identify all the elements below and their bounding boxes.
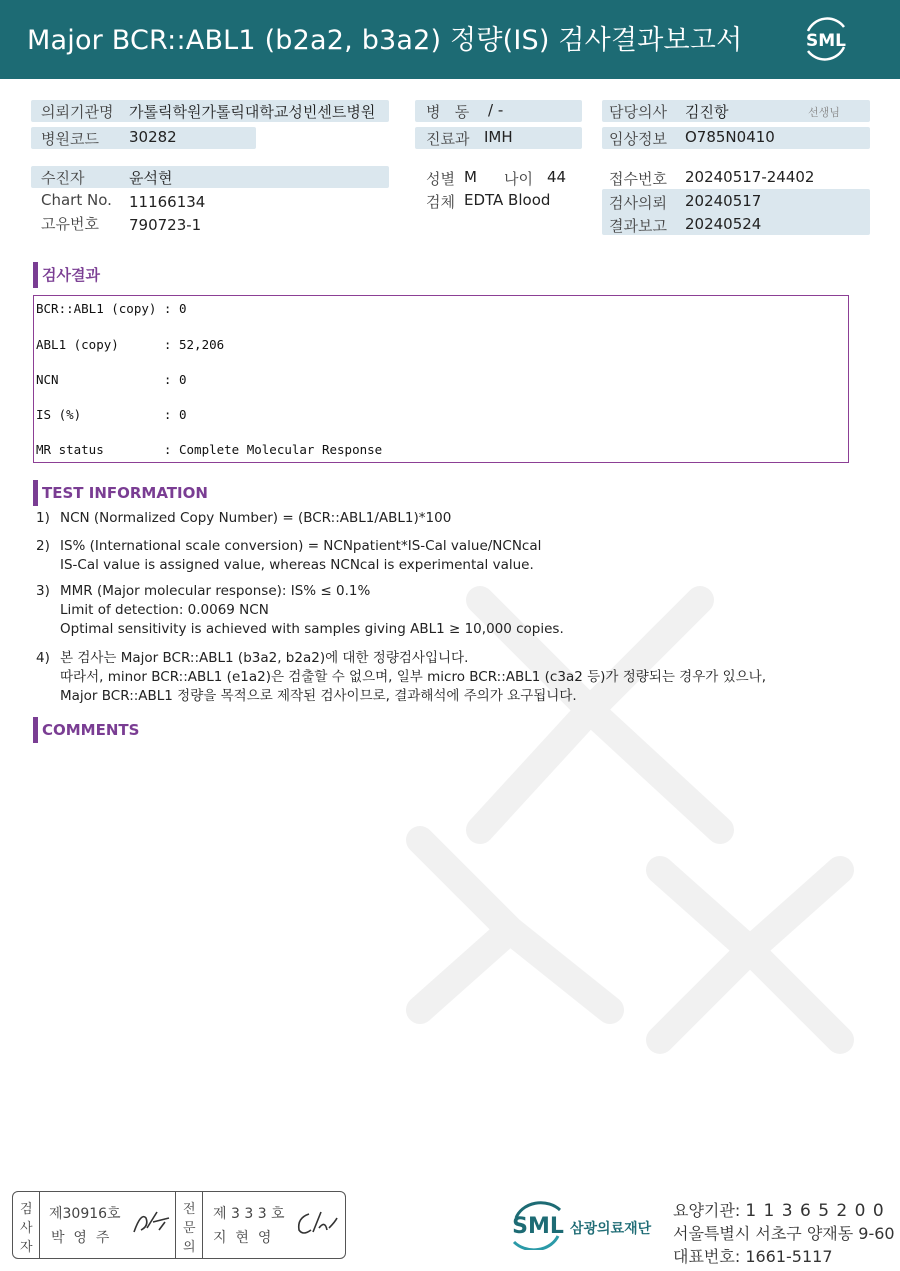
info-item-line: IS% (International scale conversion) = NCNpatient*IS-Cal value/NCNcal — [60, 538, 542, 554]
info-item-number: 3) — [36, 583, 50, 599]
age-value: 44 — [547, 168, 567, 186]
inspector-license-no: 제30916호 — [49, 1206, 121, 1222]
comments-section-title: COMMENTS — [33, 717, 139, 743]
inspector-label-char: 사 — [20, 1221, 33, 1236]
result-line: MR status : Complete Molecular Response — [36, 442, 383, 457]
info-item-line: Limit of detection: 0.0069 NCN — [60, 602, 269, 618]
clinical-label: 임상정보 — [609, 130, 667, 148]
unique-value: 790723-1 — [129, 216, 202, 234]
inspector-signature-icon — [131, 1208, 173, 1238]
info-item-number: 2) — [36, 538, 50, 554]
results-section-title: 검사결과 — [33, 262, 100, 288]
patient-value: 윤석현 — [129, 169, 173, 187]
sml-logo-icon — [800, 13, 852, 65]
report-value: 20240524 — [685, 215, 762, 233]
request-value: 20240517 — [685, 192, 762, 210]
request-label: 검사의뢰 — [609, 194, 667, 212]
ward-label: 병 동 — [426, 103, 470, 121]
footer-phone — [673, 1244, 833, 1267]
footer-code-value: 1 1 3 6 5 2 0 0 — [745, 1201, 885, 1221]
dept-value: IMH — [484, 128, 513, 146]
info-item-line: Major BCR::ABL1 정량을 목적으로 제작된 검사이므로, 결과해석에 주의가 요구됩니다. — [60, 688, 577, 704]
footer-code — [673, 1198, 885, 1221]
specialist-signature-icon — [295, 1208, 339, 1240]
specialist-label-char: 문 — [183, 1221, 196, 1236]
test-info-section-title: TEST INFORMATION — [33, 480, 208, 506]
doctor-value: 김진항 — [685, 103, 729, 121]
doctor-suffix: 선생님 — [808, 106, 840, 119]
result-line: IS (%) : 0 — [36, 407, 187, 422]
footer-sml-logo-icon — [508, 1200, 668, 1250]
footer-org-name: 삼광의료재단 — [570, 1221, 652, 1237]
hospital-code-label: 병원코드 — [41, 130, 99, 148]
receipt-value: 20240517-24402 — [685, 168, 815, 186]
specialist-license-no: 제 3 3 3 호 — [213, 1206, 285, 1222]
chart-value: 11166134 — [129, 193, 206, 211]
info-item-line: Optimal sensitivity is achieved with samples giving ABL1 ≥ 10,000 copies. — [60, 621, 564, 637]
result-line: ABL1 (copy) : 52,206 — [36, 337, 225, 352]
unique-label: 고유번호 — [41, 215, 99, 233]
patient-field — [31, 166, 389, 188]
info-item-line: 따라서, minor BCR::ABL1 (e1a2)은 검출할 수 없으며, 일부 micro BCR::ABL1 (c3a2 등)가 정량되는 경우가 있으나, — [60, 669, 767, 685]
info-item-number: 1) — [36, 510, 50, 526]
info-item-number: 4) — [36, 650, 50, 666]
dept-label: 진료과 — [426, 130, 470, 148]
specialist-label-cell — [175, 1192, 203, 1258]
signature-block — [12, 1191, 346, 1259]
footer-phone-value: 1661-5117 — [745, 1247, 833, 1266]
footer-logo-text: SML — [512, 1214, 564, 1239]
report-title: Major BCR::ABL1 (b2a2, b3a2) 정량(IS) 검사결과보고서 — [27, 25, 743, 56]
specialist-label-char: 의 — [183, 1240, 196, 1255]
sex-value: M — [464, 168, 477, 186]
ward-value: / - — [488, 101, 504, 119]
result-line: BCR::ABL1 (copy) : 0 — [36, 301, 187, 316]
results-box — [33, 295, 849, 463]
specimen-value: EDTA Blood — [464, 191, 551, 209]
hospital-code-value: 30282 — [129, 128, 177, 146]
receipt-label: 접수번호 — [609, 170, 667, 188]
chart-label: Chart No. — [41, 191, 112, 209]
clinical-value: O785N0410 — [685, 128, 775, 146]
inspector-label-char: 검 — [20, 1202, 33, 1217]
specialist-label-char: 전 — [183, 1202, 196, 1217]
hospital-value: 가톨릭학원가톨릭대학교성빈센트병원 — [129, 103, 376, 121]
inspector-label-cell — [13, 1192, 40, 1258]
info-item-line: IS-Cal value is assigned value, whereas NCNcal is experimental value. — [60, 557, 534, 573]
hospital-label: 의뢰기관명 — [41, 103, 114, 121]
footer-code-label: 요양기관: — [673, 1201, 741, 1220]
info-item-line: MMR (Major molecular response): IS% ≤ 0.1% — [60, 583, 371, 599]
doctor-label: 담당의사 — [609, 103, 667, 121]
info-item-line: NCN (Normalized Copy Number) = (BCR::ABL1/ABL1)*100 — [60, 510, 452, 526]
inspector-label-char: 자 — [20, 1240, 33, 1255]
sex-label: 성별 — [426, 170, 455, 188]
inspector-name: 박 영 주 — [51, 1230, 110, 1246]
report-label: 결과보고 — [609, 217, 667, 235]
footer-phone-label: 대표번호: — [673, 1247, 741, 1266]
result-line: NCN : 0 — [36, 372, 187, 387]
age-label: 나이 — [504, 170, 533, 188]
specimen-label: 검체 — [426, 193, 455, 211]
patient-label: 수진자 — [41, 169, 85, 187]
info-item-line: 본 검사는 Major BCR::ABL1 (b3a2, b2a2)에 대한 정량검사입니다. — [60, 650, 469, 666]
specialist-name: 지 현 영 — [213, 1230, 272, 1246]
logo-text: SML — [806, 31, 846, 51]
footer-address: 서울특별시 서초구 양재동 9-60 — [673, 1224, 895, 1243]
